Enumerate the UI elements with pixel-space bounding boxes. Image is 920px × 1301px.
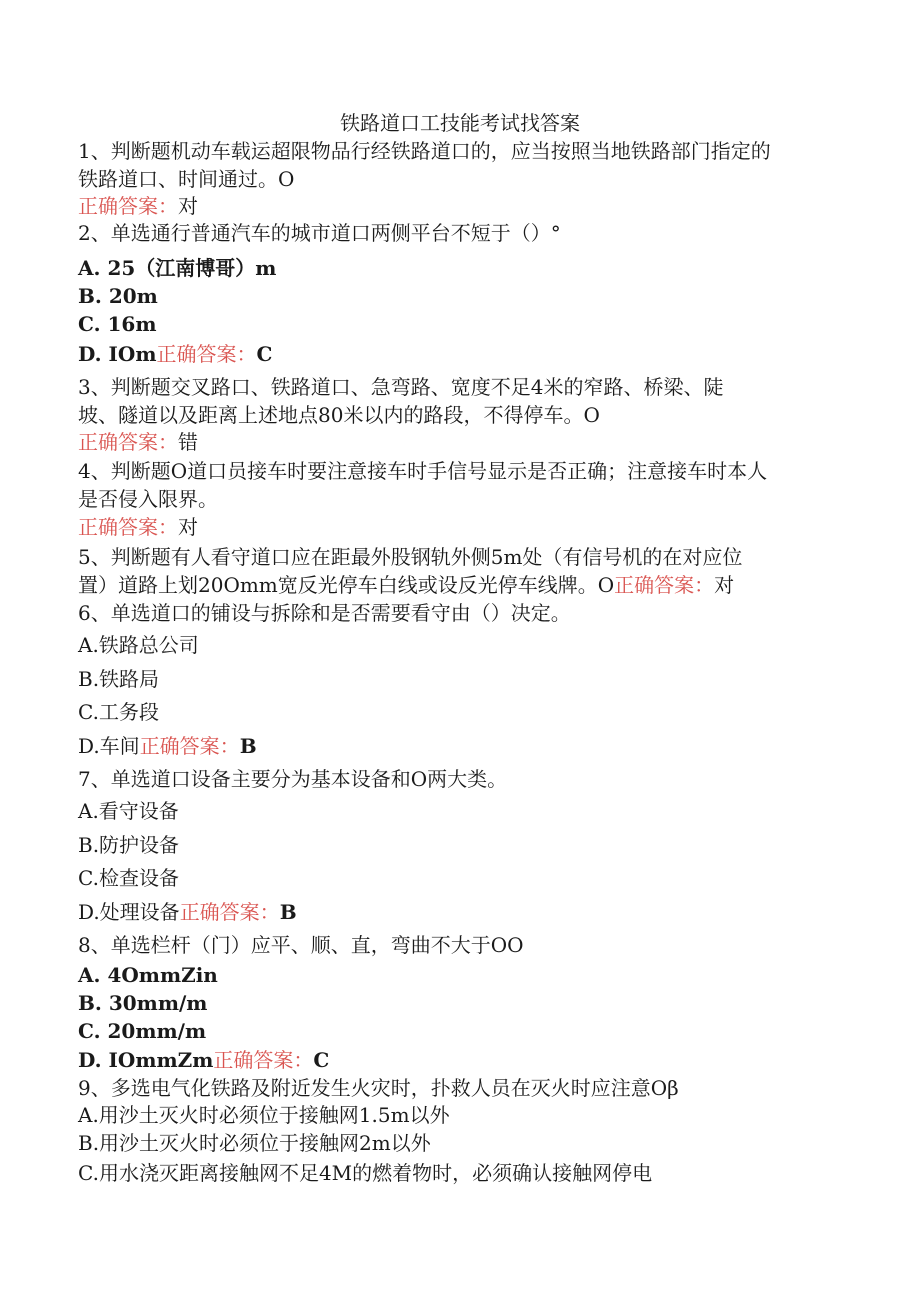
question-6-option-b: B.铁路局 — [78, 667, 160, 691]
answer-value: 对 — [178, 194, 198, 218]
question-5-text: 置）道路上划20Omm宽反光停车白线或设反光停车线牌。O — [78, 573, 615, 597]
question-6-option-d — [78, 733, 257, 759]
question-6-option-a: A.铁路总公司 — [78, 633, 199, 657]
answer-value: 错 — [178, 430, 198, 454]
question-5-line-1: 5、判断题有人看守道口应在距最外股钢轨外侧5m处（有信号机的在对应位 — [78, 545, 743, 569]
question-3-line-2: 坡、隧道以及距离上述地点80米以内的路段，不得停车。O — [78, 403, 600, 427]
question-2-option-c: C. 16m — [78, 312, 157, 336]
answer-value: B — [279, 900, 297, 924]
answer-value: B — [239, 734, 257, 758]
question-6-option-c: C.工务段 — [78, 700, 159, 724]
question-9-option-a: A.用沙土灭火时必须位于接触网1.5m以外 — [78, 1103, 450, 1127]
question-8-option-c: C. 20mm∕m — [78, 1019, 207, 1043]
question-4-line-1: 4、判断题O道口员接车时要注意接车时手信号显示是否正确；注意接车时本人 — [78, 459, 768, 483]
question-2-option-d — [78, 341, 272, 367]
question-8-option-d — [78, 1047, 329, 1073]
question-3-answer — [78, 429, 198, 455]
option-d-text: D. IOm — [78, 342, 157, 366]
answer-label: 正确答案： — [78, 515, 178, 539]
answer-label: 正确答案： — [156, 342, 257, 366]
answer-value: C — [256, 342, 273, 366]
question-5-line-2 — [78, 572, 734, 598]
question-7-option-c: C.检查设备 — [78, 866, 179, 890]
answer-label: 正确答案： — [78, 194, 178, 218]
answer-value: C — [313, 1048, 330, 1072]
question-4-line-2: 是否侵入限界。 — [78, 487, 218, 511]
question-8-line-1: 8、单选栏杆（门）应平、顺、直，弯曲不大于OO — [78, 933, 524, 957]
answer-label: 正确答案： — [78, 430, 178, 454]
question-3-line-1: 3、判断题交叉路口、铁路道口、急弯路、宽度不足4米的窄路、桥梁、陡 — [78, 375, 724, 399]
question-2-option-b: B. 20m — [78, 284, 158, 308]
question-8-option-a: A. 4OmmZin — [78, 963, 218, 987]
question-7-option-d — [78, 899, 297, 925]
question-2-option-a: A. 25（江南博哥）m — [78, 256, 277, 280]
option-d-text: D. IOmmZm — [78, 1048, 214, 1072]
question-2-line-1: 2、单选通行普通汽车的城市道口两侧平台不短于（）° — [78, 221, 561, 245]
answer-label: 正确答案： — [614, 573, 715, 597]
question-9-option-b: B.用沙土灭火时必须位于接触网2m以外 — [78, 1131, 431, 1155]
question-9-option-c: C.用水浇灭距离接触网不足4M的燃着物时，必须确认接触网停电 — [78, 1161, 653, 1185]
question-1-answer — [78, 193, 198, 219]
question-7-option-b: B.防护设备 — [78, 833, 180, 857]
question-1-line-1: 1、判断题机动车载运超限物品行经铁路道口的，应当按照当地铁路部门指定的 — [78, 139, 771, 163]
answer-label: 正确答案： — [139, 734, 240, 758]
question-1-line-2: 铁路道口、时间通过。O — [78, 167, 295, 191]
answer-label: 正确答案： — [179, 900, 280, 924]
answer-value: 对 — [178, 515, 198, 539]
question-9-line-1: 9、多选电气化铁路及附近发生火灾时，扑救人员在灭火时应注意Oβ — [78, 1076, 679, 1100]
question-6-line-1: 6、单选道口的铺设与拆除和是否需要看守由（）决定。 — [78, 601, 571, 625]
question-7-line-1: 7、单选道口设备主要分为基本设备和O两大类。 — [78, 767, 508, 791]
option-d-text: D.车间 — [78, 734, 140, 758]
answer-label: 正确答案： — [213, 1048, 314, 1072]
document-title: 铁路道口工技能考试找答案 — [340, 111, 580, 135]
answer-value: 对 — [714, 573, 735, 597]
option-d-text: D.处理设备 — [78, 900, 180, 924]
question-7-option-a: A.看守设备 — [78, 799, 179, 823]
question-4-answer — [78, 514, 198, 540]
question-8-option-b: B. 30mm∕m — [78, 991, 208, 1015]
